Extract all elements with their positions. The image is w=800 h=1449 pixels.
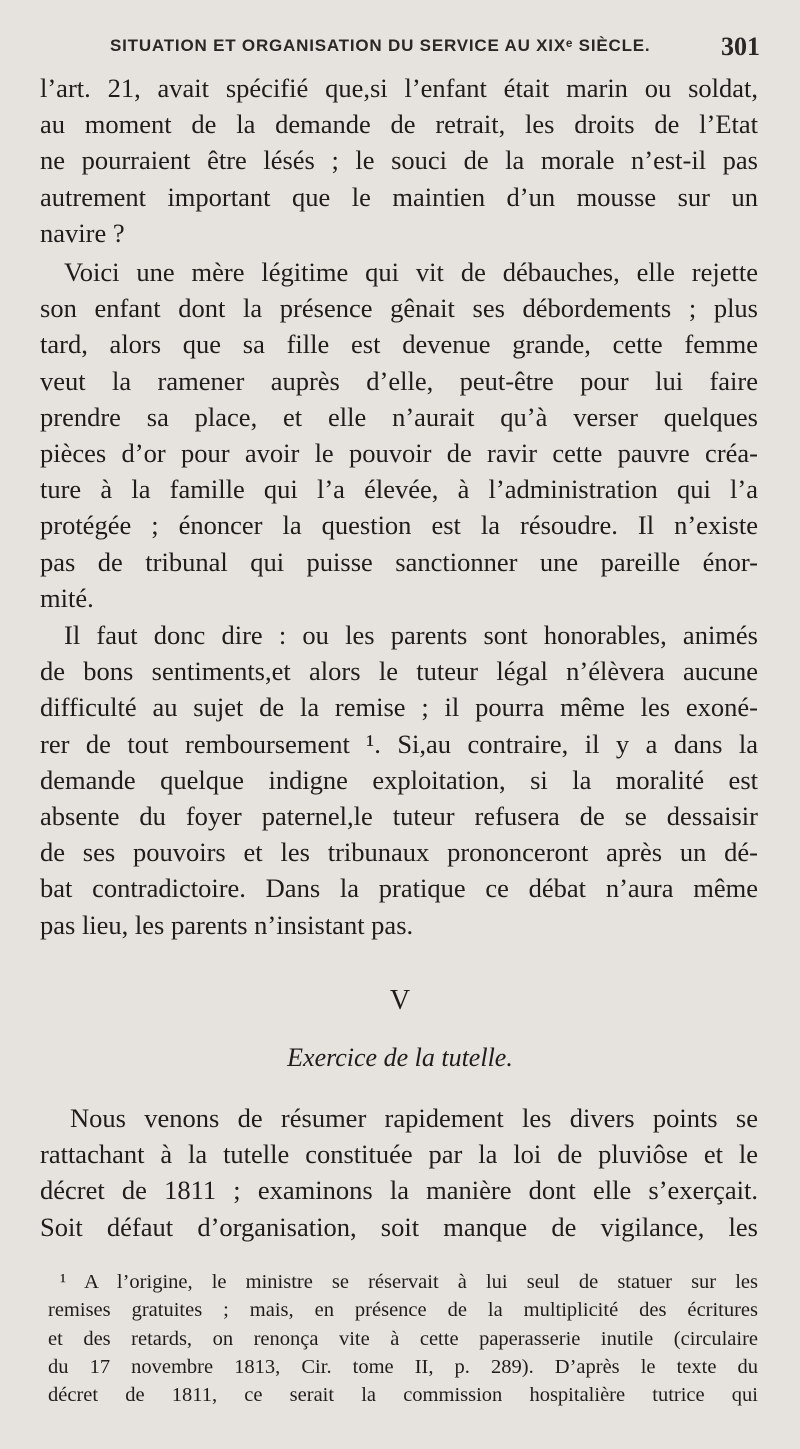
- text-line: navire ?: [40, 217, 125, 248]
- footnote-line: du 17 novembre 1813, Cir. tome II, p. 289). D’après le texte du: [48, 1355, 758, 1378]
- text-line: bat contradictoire. Dans la pratique ce débat n’aura même: [40, 873, 758, 904]
- footnote-line: remises gratuites ; mais, en présence de la multiplicité des écritures: [48, 1299, 758, 1322]
- footnote-line: et des retards, on renonça vite à cette paperasserie inutile (circulaire: [48, 1327, 758, 1350]
- text-line: ture à la famille qui l’a élevée, à l’administration qui l’a: [40, 474, 758, 505]
- paragraph-1: [40, 70, 758, 251]
- text-line: autrement important que le maintien d’un mousse sur un: [40, 181, 758, 212]
- footnote: [48, 1268, 758, 1409]
- text-line: de ses pouvoirs et les tribunaux prononceront après un dé-: [40, 837, 758, 868]
- paragraph-3: [40, 617, 758, 943]
- text-line: de bons sentiments,et alors le tuteur légal n’élèvera aucune: [40, 656, 758, 687]
- text-line: Nous venons de résumer rapidement les divers points se: [70, 1103, 758, 1133]
- text-line: Soit défaut d’organisation, soit manque de vigilance, les: [40, 1211, 758, 1242]
- text-line: Voici une mère légitime qui vit de débauches, elle rejette: [64, 257, 758, 287]
- running-header: [110, 30, 760, 64]
- footnote-line: décret de 1811, ce serait la commission hospitalière tutrice qui: [48, 1384, 758, 1407]
- text-line: demande quelque indigne exploitation, si la moralité est: [40, 764, 758, 795]
- text-line: protégée ; énoncer la question est la résoudre. Il n’existe: [40, 510, 758, 541]
- section-numeral: V: [389, 985, 411, 1016]
- text-line: prendre sa place, et elle n’aurait qu’à verser quelques: [40, 401, 758, 432]
- paragraph-4: [40, 1100, 758, 1245]
- text-line: Il faut donc dire : ou les parents sont honorables, animés: [64, 620, 758, 650]
- text-line: veut la ramener auprès d’elle, peut-être pour lui faire: [40, 365, 758, 396]
- text-line: ne pourraient être lésés ; le souci de la morale n’est-il pas: [40, 145, 758, 176]
- text-line: pas lieu, les parents n’insistant pas.: [40, 909, 414, 940]
- footnote-line: ¹ A l’origine, le ministre se réservait à lui seul de statuer sur les: [60, 1271, 758, 1293]
- text-line: tard, alors que sa fille est devenue grande, cette femme: [40, 329, 758, 360]
- text-line: décret de 1811 ; examinons la manière dont elle s’exerçait.: [40, 1175, 758, 1206]
- text-line: difficulté au sujet de la remise ; il pourra même les exoné-: [40, 692, 758, 723]
- text-line: au moment de la demande de retrait, les droits de l’Etat: [40, 109, 758, 140]
- text-line: absente du foyer paternel,le tuteur refusera de se dessaisir: [40, 800, 758, 831]
- running-title: SITUATION ET ORGANISATION DU SERVICE AU XIXᵉ SIÈCLE.: [110, 36, 651, 55]
- text-line: mité.: [40, 582, 94, 613]
- text-line: rattachant à la tutelle constituée par la loi de pluviôse et le: [40, 1139, 758, 1170]
- text-line: l’art. 21, avait spécifié que,si l’enfant était marin ou soldat,: [40, 73, 758, 103]
- text-line: pièces d’or pour avoir le pouvoir de ravir cette pauvre créa-: [40, 437, 758, 468]
- text-line: rer de tout remboursement ¹. Si,au contraire, il y a dans la: [40, 728, 758, 759]
- paragraph-2: [40, 254, 758, 616]
- text-line: son enfant dont la présence gênait ses débordements ; plus: [40, 293, 758, 324]
- section-title: Exercice de la tutelle.: [287, 1043, 513, 1072]
- text-line: pas de tribunal qui puisse sanctionner une pareille énor-: [40, 546, 758, 577]
- page-number: 301: [721, 32, 760, 61]
